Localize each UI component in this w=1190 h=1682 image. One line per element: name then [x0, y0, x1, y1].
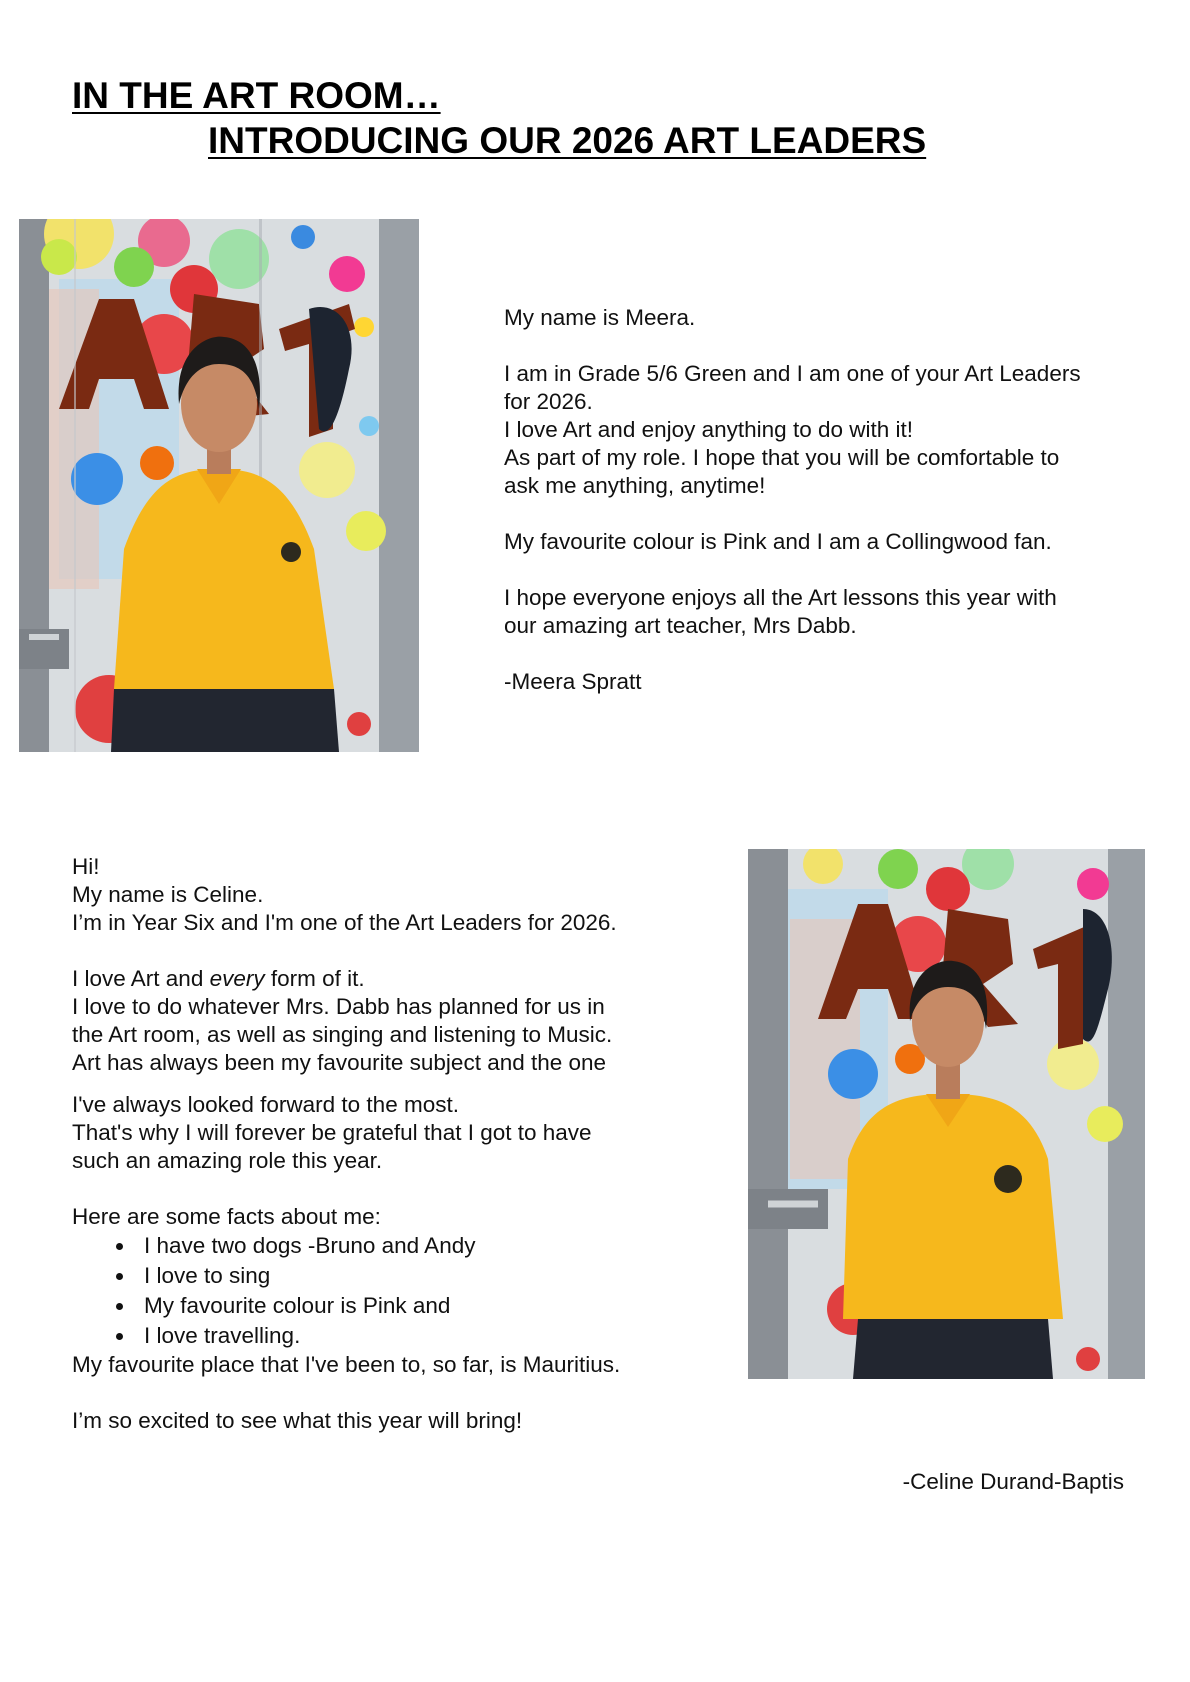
- meera-para1-line: I love Art and enjoy anything to do with it!: [504, 417, 913, 442]
- page-heading-line1: IN THE ART ROOM…: [72, 75, 441, 116]
- meera-para1-line: ask me anything, anytime!: [504, 473, 766, 498]
- celine-intro: [72, 853, 712, 1435]
- meera-para1-line: for 2026.: [504, 389, 593, 414]
- celine-para2-line: Art has always been my favourite subject and the one: [72, 1050, 607, 1075]
- meera-photo: [19, 219, 419, 752]
- celine-greeting: Hi!: [72, 854, 100, 879]
- celine-facts-intro: Here are some facts about me:: [72, 1204, 381, 1229]
- meera-name-line: My name is Meera.: [504, 305, 696, 330]
- page-heading-line2: INTRODUCING OUR 2026 ART LEADERS: [208, 120, 927, 161]
- meera-signature: -Meera Spratt: [504, 669, 642, 694]
- celine-para3-line: I've always looked forward to the most.: [72, 1092, 459, 1117]
- meera-para1-line: I am in Grade 5/6 Green and I am one of your Art Leaders: [504, 361, 1081, 386]
- celine-para2-line: the Art room, as well as singing and listening to Music.: [72, 1022, 613, 1047]
- list-item: I have two dogs -Bruno and Andy: [112, 1231, 712, 1261]
- celine-para3-line: That's why I will forever be grateful that I got to have: [72, 1120, 592, 1145]
- meera-para3-line: I hope everyone enjoys all the Art lessons this year with: [504, 585, 1057, 610]
- list-item: My favourite colour is Pink and: [112, 1291, 712, 1321]
- celine-favourite-place: My favourite place that I've been to, so far, is Mauritius.: [72, 1352, 621, 1377]
- meera-favourite-line: My favourite colour is Pink and I am a Collingwood fan.: [504, 529, 1052, 554]
- meera-para3-line: our amazing art teacher, Mrs Dabb.: [504, 613, 857, 638]
- celine-para2-line: I love to do whatever Mrs. Dabb has planned for us in: [72, 994, 605, 1019]
- celine-photo: [748, 849, 1145, 1379]
- celine-year-line: I’m in Year Six and I'm one of the Art Leaders for 2026.: [72, 910, 617, 935]
- list-item: I love to sing: [112, 1261, 712, 1291]
- list-item: I love travelling.: [112, 1321, 712, 1351]
- celine-love-emphasis: every: [209, 966, 265, 991]
- meera-intro: [504, 304, 1164, 696]
- celine-love-line: [72, 965, 712, 993]
- celine-para3-line: such an amazing role this year.: [72, 1148, 383, 1173]
- celine-closing: I’m so excited to see what this year will bring!: [72, 1408, 523, 1433]
- celine-facts-list: [72, 1231, 712, 1351]
- meera-para1-line: As part of my role. I hope that you will be comfortable to: [504, 445, 1060, 470]
- celine-love-post: form of it.: [264, 966, 365, 991]
- celine-signature: -Celine Durand-Baptis: [902, 1469, 1124, 1494]
- celine-name-line: My name is Celine.: [72, 882, 264, 907]
- celine-love-pre: I love Art and: [72, 966, 210, 991]
